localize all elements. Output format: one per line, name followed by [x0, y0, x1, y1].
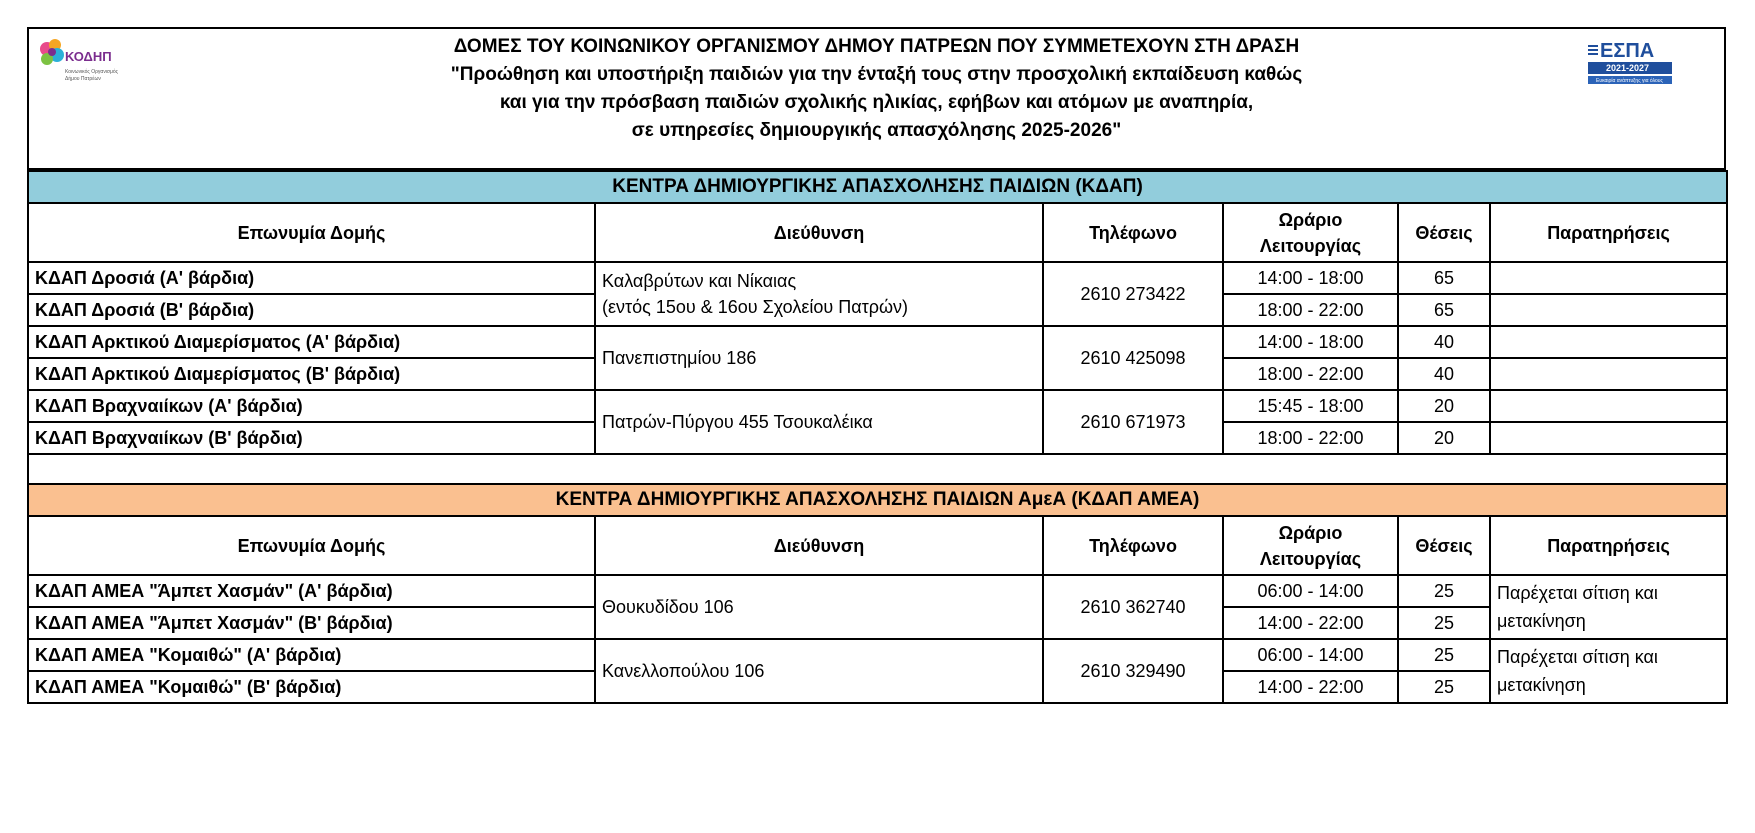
structure-address: Κανελλοπούλου 106 [595, 639, 1043, 703]
col-header-name: Επωνυμία Δομής [28, 203, 595, 262]
structure-phone: 2610 273422 [1043, 262, 1223, 326]
structure-seats: 25 [1398, 639, 1490, 671]
svg-text:ΕΣΠΑ: ΕΣΠΑ [1600, 40, 1655, 62]
structure-hours: 14:00 - 22:00 [1223, 607, 1398, 639]
structure-address: Θουκυδίδου 106 [595, 575, 1043, 639]
structure-address: Πανεπιστημίου 186 [595, 326, 1043, 390]
table-row [28, 575, 1727, 607]
structure-hours: 15:45 - 18:00 [1223, 390, 1398, 422]
structure-notes [1490, 358, 1727, 390]
structure-notes [1490, 294, 1727, 326]
col-header-phone: Τηλέφωνο [1043, 203, 1223, 262]
table-row [28, 639, 1727, 671]
structure-hours: 14:00 - 18:00 [1223, 326, 1398, 358]
structure-notes [1490, 262, 1727, 294]
structure-name: ΚΔΑΠ ΑΜΕΑ "Κομαιθώ" (Β' βάρδια) [28, 671, 595, 703]
structure-name: ΚΔΑΠ ΑΜΕΑ "Άμπετ Χασμάν" (Α' βάρδια) [28, 575, 595, 607]
col-header-hours: Ωράριο Λειτουργίας [1223, 516, 1398, 575]
col-header-notes: Παρατηρήσεις [1490, 203, 1727, 262]
col-header-notes: Παρατηρήσεις [1490, 516, 1727, 575]
structure-hours: 18:00 - 22:00 [1223, 294, 1398, 326]
structure-notes: Παρέχεται σίτιση και μετακίνηση [1490, 575, 1727, 639]
col-header-address: Διεύθυνση [595, 516, 1043, 575]
structure-hours: 06:00 - 14:00 [1223, 639, 1398, 671]
structure-seats: 40 [1398, 326, 1490, 358]
document-sheet [27, 27, 1726, 704]
section-kdap-title: ΚΕΝΤΡΑ ΔΗΜΙΟΥΡΓΙΚΗΣ ΑΠΑΣΧΟΛΗΣΗΣ ΠΑΙΔΙΩΝ (ΚΔΑΠ) [28, 171, 1727, 203]
svg-text:Δήμου Πατρέων: Δήμου Πατρέων [65, 76, 101, 82]
title-line-1: ΔΟΜΕΣ ΤΟΥ ΚΟΙΝΩΝΙΚΟΥ ΟΡΓΑΝΙΣΜΟΥ ΔΗΜΟΥ ΠΑΤΡΕΩΝ ΠΟΥ ΣΥΜΜΕΤΕΧΟΥΝ ΣΤΗ ΔΡΑΣΗ [453, 36, 1300, 57]
table-row [28, 262, 1727, 294]
structure-seats: 20 [1398, 422, 1490, 454]
structure-name: ΚΔΑΠ Βραχναιίκων (Β' βάρδια) [28, 422, 595, 454]
col-header-hours: Ωράριο Λειτουργίας [1223, 203, 1398, 262]
document-header [27, 27, 1726, 170]
title-line-4: σε υπηρεσίες δημιουργικής απασχόλησης 2025-2026" [631, 120, 1122, 141]
structures-table [27, 170, 1728, 704]
structure-phone: 2610 362740 [1043, 575, 1223, 639]
svg-text:Κοινωνικός Οργανισμός: Κοινωνικός Οργανισμός [65, 69, 119, 75]
col-header-seats: Θέσεις [1398, 516, 1490, 575]
structure-name: ΚΔΑΠ ΑΜΕΑ "Κομαιθώ" (Α' βάρδια) [28, 639, 595, 671]
structure-hours: 06:00 - 14:00 [1223, 575, 1398, 607]
espa-logo [1586, 35, 1674, 93]
structure-name: ΚΔΑΠ Αρκτικού Διαμερίσματος (Α' βάρδια) [28, 326, 595, 358]
structure-phone: 2610 671973 [1043, 390, 1223, 454]
structure-name: ΚΔΑΠ ΑΜΕΑ "Άμπετ Χασμάν" (Β' βάρδια) [28, 607, 595, 639]
svg-text:2021-2027: 2021-2027 [1606, 63, 1650, 73]
structure-notes [1490, 422, 1727, 454]
structure-hours: 18:00 - 22:00 [1223, 358, 1398, 390]
structure-address: Πατρών-Πύργου 455 Τσουκαλέικα [595, 390, 1043, 454]
structure-seats: 40 [1398, 358, 1490, 390]
section-kdap-amea-title: ΚΕΝΤΡΑ ΔΗΜΙΟΥΡΓΙΚΗΣ ΑΠΑΣΧΟΛΗΣΗΣ ΠΑΙΔΙΩΝ ΑμεΑ (ΚΔΑΠ ΑΜΕΑ) [28, 484, 1727, 516]
structure-name: ΚΔΑΠ Αρκτικού Διαμερίσματος (Β' βάρδια) [28, 358, 595, 390]
title-line-3: και για την πρόσβαση παιδιών σχολικής ηλικίας, εφήβων και ατόμων με αναπηρία, [499, 92, 1254, 113]
table-row [28, 326, 1727, 358]
structure-seats: 25 [1398, 671, 1490, 703]
structure-seats: 65 [1398, 294, 1490, 326]
svg-text:ΚΟΔΗΠ: ΚΟΔΗΠ [65, 49, 112, 64]
structure-name: ΚΔΑΠ Βραχναιίκων (Α' βάρδια) [28, 390, 595, 422]
structure-hours: 18:00 - 22:00 [1223, 422, 1398, 454]
structure-seats: 25 [1398, 607, 1490, 639]
col-header-name: Επωνυμία Δομής [28, 516, 595, 575]
structure-seats: 20 [1398, 390, 1490, 422]
structure-seats: 65 [1398, 262, 1490, 294]
col-header-address: Διεύθυνση [595, 203, 1043, 262]
structure-phone: 2610 329490 [1043, 639, 1223, 703]
col-header-phone: Τηλέφωνο [1043, 516, 1223, 575]
structure-name: ΚΔΑΠ Δροσιά (Β' βάρδια) [28, 294, 595, 326]
structure-hours: 14:00 - 18:00 [1223, 262, 1398, 294]
structure-address: Καλαβρύτων και Νίκαιας (εντός 15ου & 16ου Σχολείου Πατρών) [595, 262, 1043, 326]
title-line-2: "Προώθηση και υποστήριξη παιδιών για την ένταξή τους στην προσχολική εκπαίδευση καθώς [450, 64, 1303, 85]
structure-hours: 14:00 - 22:00 [1223, 671, 1398, 703]
col-header-seats: Θέσεις [1398, 203, 1490, 262]
structure-notes [1490, 326, 1727, 358]
structure-notes: Παρέχεται σίτιση και μετακίνηση [1490, 639, 1727, 703]
kodip-logo [35, 35, 127, 97]
structure-notes [1490, 390, 1727, 422]
structure-phone: 2610 425098 [1043, 326, 1223, 390]
table-row [28, 390, 1727, 422]
structure-seats: 25 [1398, 575, 1490, 607]
spacer-row [28, 454, 1727, 484]
structure-name: ΚΔΑΠ Δροσιά (Α' βάρδια) [28, 262, 595, 294]
svg-text:Ευκαιρία ανάπτυξης για όλους: Ευκαιρία ανάπτυξης για όλους [1596, 78, 1663, 84]
